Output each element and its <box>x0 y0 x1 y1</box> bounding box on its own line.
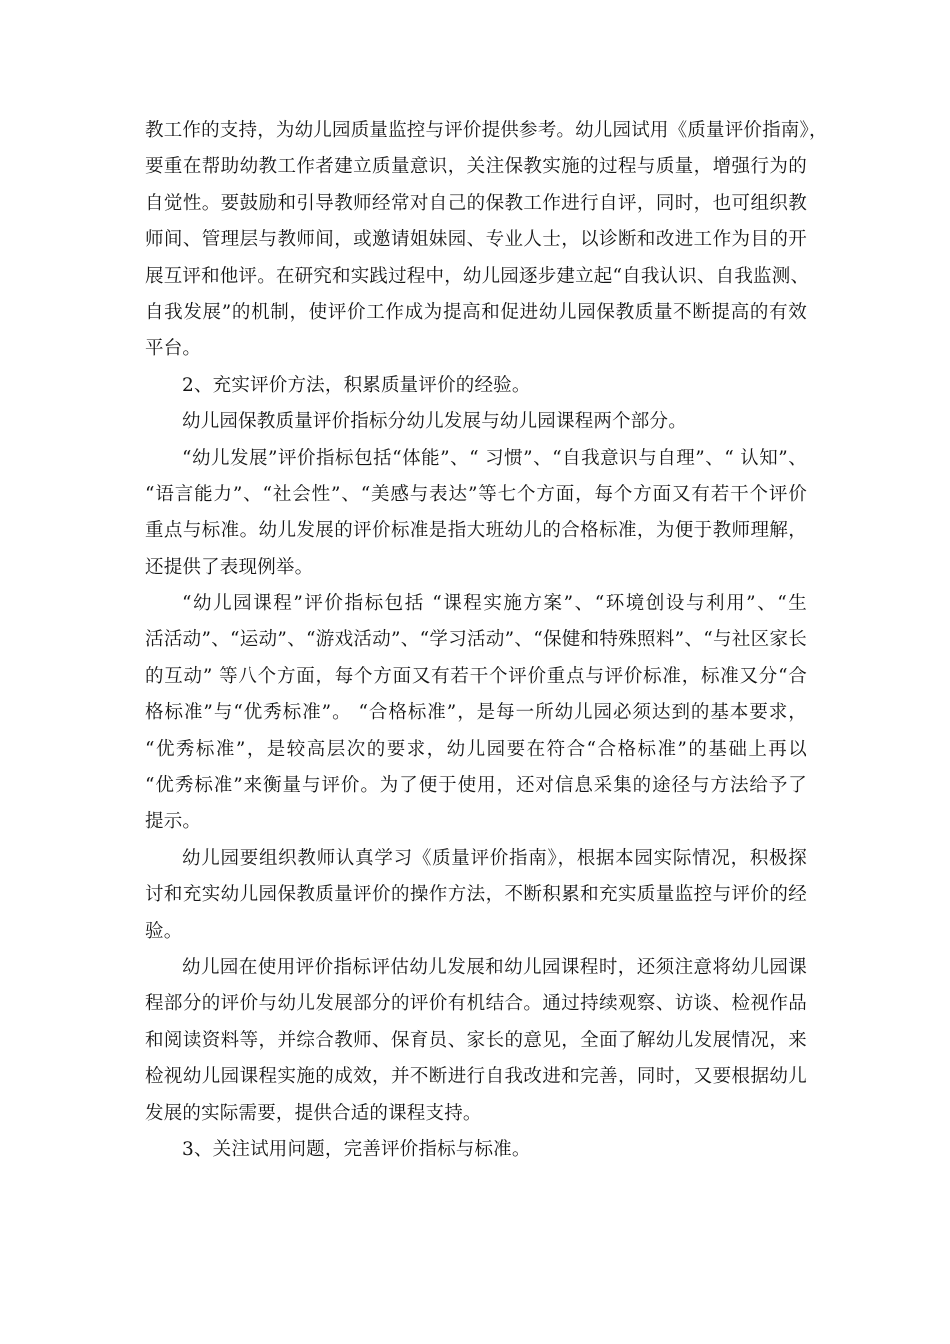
text-line: 重点与标准。幼儿发展的评价标准是指大班幼儿的合格标准，为便于教师理解， <box>145 520 807 542</box>
text-line: 教工作的支持，为幼儿园质量监控与评价提供参考。幼儿园试用《质量评价指南》， <box>145 120 828 141</box>
text-line: 幼儿园要组织教师认真学习《质量评价指南》，根据本园实际情况，积极探 <box>182 847 807 869</box>
text-line: “优秀标准”来衡量与评价。为了便于使用，还对信息采集的途径与方法给予了 <box>145 775 807 797</box>
text-line: “优秀标准”，是较高层次的要求，幼儿园要在符合“合格标准”的基础上再以 <box>145 738 807 760</box>
text-line: “幼儿园课程”评价指标包括 “课程实施方案”、“环境创设与利用”、“生 <box>182 593 807 615</box>
text-line: “幼儿发展”评价指标包括“体能”、“ 习惯”、“自我意识与自理”、“ 认知”、 <box>182 447 807 469</box>
text-line: 平台。 <box>145 338 202 360</box>
text-line: 3、关注试用问题，完善评价指标与标准。 <box>182 1138 531 1160</box>
text-line: 和阅读资料等，并综合教师、保育员、家长的意见，全面了解幼儿发展情况，来 <box>145 1029 807 1051</box>
text-line: 验。 <box>145 920 183 942</box>
text-line: 提示。 <box>145 811 202 833</box>
text-line: 的互动” 等八个方面，每个方面又有若干个评价重点与评价标准，标准又分“合 <box>145 665 807 687</box>
text-line: 讨和充实幼儿园保教质量评价的操作方法，不断积累和充实质量监控与评价的经 <box>145 884 807 906</box>
text-line: 要重在帮助幼教工作者建立质量意识，关注保教实施的过程与质量，增强行为的 <box>145 156 807 178</box>
text-line: 发展的实际需要，提供合适的课程支持。 <box>145 1102 482 1124</box>
text-line: 还提供了表现例举。 <box>145 556 314 578</box>
text-line: 活活动”、“运动”、“游戏活动”、“学习活动”、“保健和特殊照料”、“与社区家长 <box>145 629 807 651</box>
text-line: 程部分的评价与幼儿发展部分的评价有机结合。通过持续观察、访谈、检视作品 <box>145 993 807 1015</box>
text-line: 幼儿园保教质量评价指标分幼儿发展与幼儿园课程两个部分。 <box>182 411 687 433</box>
text-line: 检视幼儿园课程实施的成效，并不断进行自我改进和完善，同时，又要根据幼儿 <box>145 1066 807 1088</box>
document-page <box>145 113 828 1168</box>
text-line: 2、充实评价方法，积累质量评价的经验。 <box>182 374 531 396</box>
text-line: 师间、管理层与教师间，或邀请姐妹园、专业人士，以诊断和改进工作为目的开 <box>145 229 807 251</box>
text-line: 自觉性。要鼓励和引导教师经常对自己的保教工作进行自评，同时，也可组织教 <box>145 192 807 214</box>
text-line: “语言能力”、“社会性”、“美感与表达”等七个方面，每个方面又有若干个评价 <box>145 483 807 505</box>
text-line: 展互评和他评。在研究和实践过程中，幼儿园逐步建立起“自我认识、自我监测、 <box>145 265 810 287</box>
text-line: 格标准”与“优秀标准”。 “合格标准”，是每一所幼儿园必须达到的基本要求， <box>145 702 807 724</box>
text-line: 自我发展”的机制，使评价工作成为提高和促进幼儿园保教质量不断提高的有效 <box>145 301 807 323</box>
text-line: 幼儿园在使用评价指标评估幼儿发展和幼儿园课程时，还须注意将幼儿园课 <box>182 956 807 978</box>
